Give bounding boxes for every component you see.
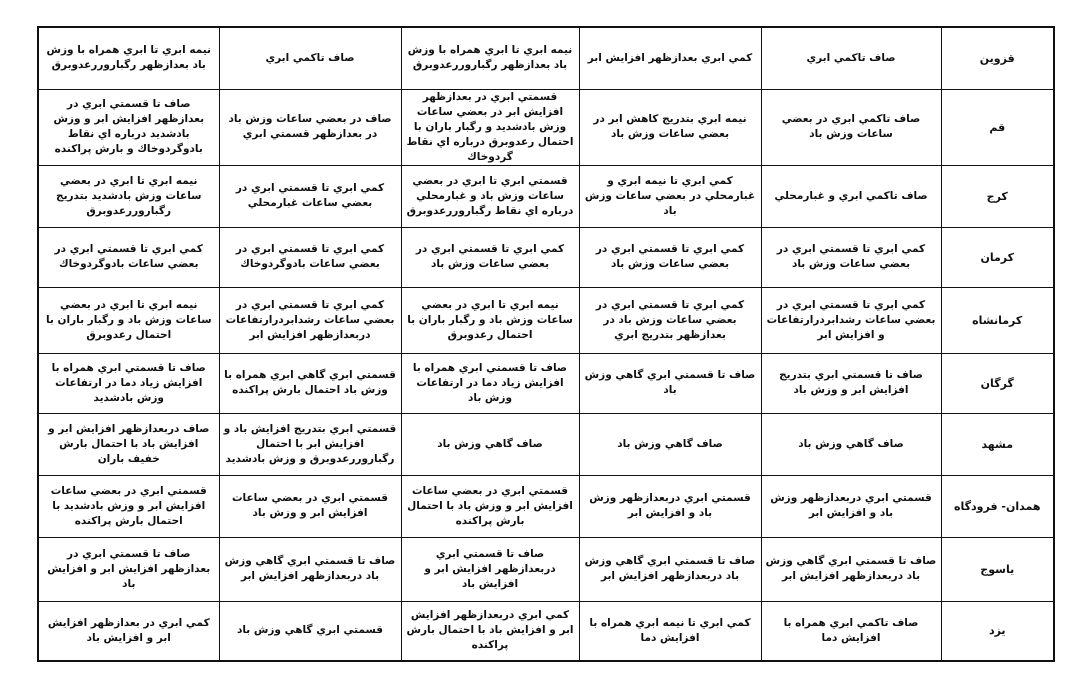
city-cell: قزوين — [941, 27, 1054, 89]
table-row — [38, 475, 1054, 537]
forecast-cell: كمي ابري تا قسمتي ابري در بعضي ساعات بادوگردوخاك — [38, 227, 219, 287]
city-cell: قم — [941, 89, 1054, 165]
forecast-cell: قسمتي ابري بتدريج افزايش باد و افزايش ابر با احتمال رگباروررعدوبرق و وزش بادشديد — [219, 413, 401, 475]
table-row — [38, 353, 1054, 413]
forecast-cell: صاف تا قسمتي ابري همراه با افزايش زياد دما در ارتفاعات وزش بادشديد — [38, 353, 219, 413]
forecast-cell: صاف تاكمي ابري همراه با افزايش دما — [761, 601, 941, 661]
forecast-cell: قسمتي ابري تا ابري در بعضي ساعات وزش باد و غبارمحلي درباره اي نقاط رگباروررعدوبرق — [401, 165, 579, 227]
forecast-cell: صاف تاكمي ابري و غبارمحلي — [761, 165, 941, 227]
table-row — [38, 287, 1054, 353]
forecast-cell: نيمه ابري تا ابري همراه با وزش باد بعدازظهر رگباروررعدوبرق — [38, 27, 219, 89]
forecast-cell: صاف در بعضي ساعات وزش باد در بعدازظهر قسمتي ابري — [219, 89, 401, 165]
city-cell: ياسوج — [941, 537, 1054, 601]
forecast-cell: كمي ابري تا قسمتي ابري در بعضي ساعات وزش باد — [761, 227, 941, 287]
forecast-cell: صاف گاهي وزش باد — [579, 413, 761, 475]
forecast-cell: قسمتي ابري گاهي وزش باد — [219, 601, 401, 661]
city-cell: كرج — [941, 165, 1054, 227]
table-row — [38, 165, 1054, 227]
city-cell: يزد — [941, 601, 1054, 661]
forecast-cell: صاف تا قسمتي ابري گاهي وزش باد دربعدازظهر افزايش ابر — [219, 537, 401, 601]
forecast-cell: صاف گاهي وزش باد — [401, 413, 579, 475]
forecast-cell: كمي ابري بعدازظهر افزايش ابر — [579, 27, 761, 89]
forecast-cell: كمي ابري تا قسمتي ابري در بعضي ساعات وزش باد — [401, 227, 579, 287]
forecast-cell: كمي ابري تا قسمتي ابري در بعضي ساعات رشدابردرارتفاعات دربعدازظهر افزايش ابر — [219, 287, 401, 353]
table-row — [38, 227, 1054, 287]
forecast-cell: صاف تا قسمتي ابري گاهي وزش باد دربعدازظهر افزايش ابر — [579, 537, 761, 601]
table-row — [38, 413, 1054, 475]
forecast-cell: قسمتي ابري دربعدازظهر وزش باد و افزايش ابر — [579, 475, 761, 537]
forecast-cell: كمي ابري تا نيمه ابري و غبارمحلي در بعضي ساعات وزش باد — [579, 165, 761, 227]
city-cell: كرمانشاه — [941, 287, 1054, 353]
forecast-cell: قسمتي ابري در بعضي ساعات افزايش ابر و وزش بادشديد با احتمال بارش پراكنده — [38, 475, 219, 537]
forecast-cell: صاف دربعدازظهر افزايش ابر و افزايش باد با احتمال بارش خفيف باران — [38, 413, 219, 475]
city-cell: مشهد — [941, 413, 1054, 475]
forecast-cell: صاف تا قسمتي ابري گاهي وزش باد — [579, 353, 761, 413]
forecast-cell: كمي ابري تا قسمتي ابري در بعضي ساعات وزش باد در بعدازظهر بتدريج ابري — [579, 287, 761, 353]
city-cell: گرگان — [941, 353, 1054, 413]
city-cell: همدان- فرودگاه — [941, 475, 1054, 537]
forecast-cell: كمي ابري تا قسمتي ابري در بعضي ساعات بادوگردوخاك — [219, 227, 401, 287]
forecast-cell: صاف تاكمي ابري — [219, 27, 401, 89]
forecast-cell: كمي ابري تا نيمه ابري همراه با افزايش دما — [579, 601, 761, 661]
forecast-cell: صاف تاكمي ابري در بعضي ساعات وزش باد — [761, 89, 941, 165]
forecast-cell: قسمتي ابري دربعدازظهر وزش باد و افزايش ابر — [761, 475, 941, 537]
forecast-cell: كمي ابري دربعدازظهر افزايش ابر و افزايش باد با احتمال بارش پراكنده — [401, 601, 579, 661]
forecast-cell: نيمه ابري بتدريج كاهش ابر در بعضي ساعات وزش باد — [579, 89, 761, 165]
forecast-cell: قسمتي ابري در بعضي ساعات افزايش ابر و وزش باد — [219, 475, 401, 537]
forecast-cell: صاف تاكمي ابري — [761, 27, 941, 89]
forecast-cell: صاف تا قسمتي ابري بتدريج افزايش ابر و وزش باد — [761, 353, 941, 413]
forecast-cell: نيمه ابري تا ابري در بعضي ساعات وزش باد و رگبار باران با احتمال رعدوبرق — [38, 287, 219, 353]
forecast-cell: نيمه ابري تا ابري در بعضي ساعات وزش بادشديد بتدريج رگباروررعدوبرق — [38, 165, 219, 227]
table-row — [38, 89, 1054, 165]
forecast-cell: قسمتي ابري گاهي ابري همراه با وزش باد احتمال بارش پراكنده — [219, 353, 401, 413]
forecast-cell: نيمه ابري تا ابري در بعضي ساعات وزش باد و رگبار باران با احتمال رعدوبرق — [401, 287, 579, 353]
forecast-cell: قسمتي ابري در بعدازظهر افزايش ابر در بعضي ساعات وزش بادشديد و رگبار باران با احتمال رعدوبرق درباره اي نقاط گردوخاك — [401, 89, 579, 165]
forecast-cell: صاف تا قسمتي ابري گاهي وزش باد دربعدازظهر افزايش ابر — [761, 537, 941, 601]
forecast-cell: كمي ابري در بعدازظهر افزايش ابر و افزايش باد — [38, 601, 219, 661]
forecast-cell: صاف تا قسمتي ابري دربعدازظهر افزايش ابر و افزايش باد — [401, 537, 579, 601]
forecast-cell: قسمتي ابري در بعضي ساعات افزايش ابر و وزش باد با احتمال بارش پراكنده — [401, 475, 579, 537]
forecast-cell: كمي ابري تا قسمتي ابري در بعضي ساعات وزش باد — [579, 227, 761, 287]
forecast-cell: صاف تا قسمتي ابري در بعدازظهر افزايش ابر و وزش بادشديد درباره اي نقاط بادوگردوخاك و بارش پراكنده — [38, 89, 219, 165]
forecast-cell: نيمه ابري تا ابري همراه با وزش باد بعدازظهر رگباروررعدوبرق — [401, 27, 579, 89]
forecast-cell: صاف تا قسمتي ابري در بعدازظهر افزايش ابر و افزايش باد — [38, 537, 219, 601]
weather-forecast-table — [37, 26, 1055, 662]
forecast-cell: كمي ابري تا قسمتي ابري در بعضي ساعات غبارمحلي — [219, 165, 401, 227]
forecast-cell: صاف تا قسمتي ابري همراه با افزايش زياد دما در ارتفاعات وزش باد — [401, 353, 579, 413]
city-cell: كرمان — [941, 227, 1054, 287]
table-row — [38, 537, 1054, 601]
table-row — [38, 601, 1054, 661]
forecast-cell: كمي ابري تا قسمتي ابري در بعضي ساعات رشدابردرارتفاعات و افزايش ابر — [761, 287, 941, 353]
table-row — [38, 27, 1054, 89]
forecast-cell: صاف گاهي وزش باد — [761, 413, 941, 475]
